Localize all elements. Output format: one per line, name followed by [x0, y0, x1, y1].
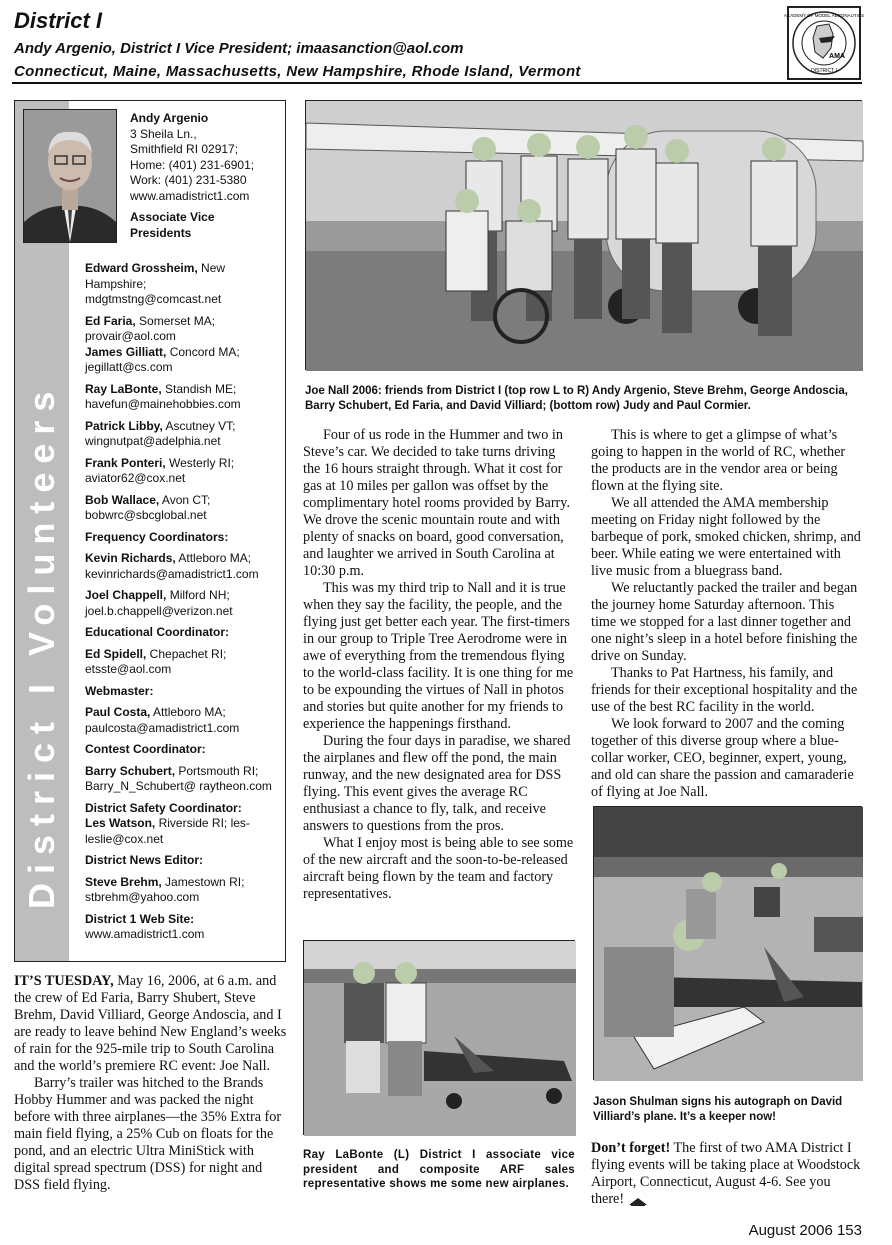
- contest-heading: Contest Coordinator:: [85, 742, 206, 756]
- top-photo-caption: Joe Nall 2006: friends from District I (top row L to R) Andy Argenio, Steve Brehm, George Andoscia, Barry Schubert, Ed Faria, and David Villiard; (bottom row) Judy and Paul Cormier.: [305, 385, 848, 412]
- volunteer-entry: Ed Faria, Somerset MA; provair@aol.com: [85, 313, 216, 343]
- sidebar-vertical-label: District I Volunteers: [21, 382, 62, 909]
- webmaster-heading: Webmaster:: [85, 683, 154, 698]
- vp-address: 3 Sheila Ln.,: [130, 126, 197, 141]
- volunteer-entry: Les Watson, Riverside RI; les-leslie@cox.net: [85, 816, 250, 846]
- email-link[interactable]: wingnutpat@adelphia.net: [85, 434, 221, 448]
- volunteer-entry: James Gilliatt, Concord MA; jegillatt@cs.com: [85, 344, 240, 374]
- volunteer-entry: Paul Costa, Attleboro MA; paulcosta@amadistrict1.com: [85, 705, 240, 735]
- volunteer-entry: Ray LaBonte, Standish ME; havefun@mainehobbies.com: [85, 381, 241, 411]
- website-heading: District 1 Web Site:: [85, 911, 195, 926]
- ama-mini-logo: [628, 1195, 648, 1205]
- vp-name: Andy Argenio: [130, 111, 209, 125]
- article-paragraph: We all attended the AMA membership meeting on Friday night followed by the barbeque of pork, smoked chicken, shrimp, and beer. While eating we were entertained with live music from a bluegrass band.: [591, 495, 861, 579]
- volunteer-entry: Frank Ponteri, Westerly RI; aviator62@cox.net: [85, 455, 235, 485]
- logo-district: DISTRICT I: [811, 68, 837, 74]
- volunteer-entry: Bob Wallace, Avon CT; bobwrc@sbcglobal.net: [85, 492, 211, 522]
- article-paragraph: During the four days in paradise, we shared the airplanes and flew off the pond, the main runway, and the new designated area for DSS flying. This event gives the average RC enthusiast a chance to fly, talk, and receive answers to questions from the pros.: [303, 733, 571, 834]
- email-link[interactable]: Barry_N_Schubert@ raytheon.com: [85, 779, 272, 793]
- header-rule: [12, 82, 862, 84]
- website-link[interactable]: www.amadistrict1.com: [85, 927, 205, 941]
- logo-abbr: AMA: [829, 53, 845, 60]
- email-link[interactable]: paulcosta@amadistrict1.com: [85, 720, 240, 735]
- article-paragraph: Barry’s trailer was hitched to the Brands Hobby Hummer and was packed the night before with three airplanes—the 35% Extra for main field flying, a 25% Cub on floats for the pond, and an electric Ultra MiniStick with digital spread spectrum (DSS) for night and DSS field flying.: [14, 1075, 282, 1193]
- vp-portrait: [23, 109, 117, 243]
- article-paragraph: This is where to get a glimpse of what’s going to happen in the world of RC, whether the products are in the vendor area or being flown at the flying site.: [591, 427, 846, 494]
- right-photo-caption: Jason Shulman signs his autograph on David Villiard’s plane. It’s a keeper now!: [593, 1096, 843, 1123]
- vp-city: Smithfield RI 02917;: [130, 142, 239, 156]
- frequency-heading: Frequency Coordinators:: [85, 529, 229, 544]
- volunteer-entry: Edward Grossheim, New Hampshire; mdgtmstng@comcast.net: [85, 261, 226, 306]
- email-link[interactable]: aviator62@cox.net: [85, 471, 186, 485]
- email-link[interactable]: bobwrc@sbcglobal.net: [85, 508, 207, 522]
- vp-line: Andy Argenio, District I Vice President; imaasanction@aol.com: [14, 40, 464, 57]
- volunteer-entry: Joel Chappell, Milford NH; joel.b.chappell@verizon.net: [85, 588, 233, 618]
- volunteer-entry: Kevin Richards, Attleboro MA; kevinrichards@amadistrict1.com: [85, 551, 259, 581]
- education-heading: Educational Coordinator:: [85, 625, 229, 639]
- group-photo: [305, 100, 862, 370]
- labonte-photo: [303, 940, 575, 1135]
- volunteer-entry: Steve Brehm, Jamestown RI; stbrehm@yahoo.com: [85, 874, 245, 904]
- page-footer: August 2006 153: [748, 1222, 862, 1239]
- vp-contact: [130, 111, 282, 241]
- article-paragraph: Thanks to Pat Hartness, his family, and friends for their exceptional hospitality and the use of the best RC facility in the world.: [591, 665, 858, 715]
- article-paragraph: This was my third trip to Nall and it is true when they say the facility, the people, and the flying just get better each year. The first-timers in our group to Triple Tree Aerodrome were in awe of everything from the tremendous flying to the world-class facility. It is one thing for me to be expounding the virtues of Nall in photos and stories but quite another for my friends to experience the happenings firsthand.: [303, 580, 574, 732]
- article-paragraph: Four of us rode in the Hummer and two in Steve’s car. We decided to take turns driving the 16 hours straight through. What it cost for gas at 10 miles per gallon was offset by the complimentary hotel rooms provided by Barry. We drove the scenic mountain route and with plenty of snacks on board, good conversation, and laughter we arrived in South Carolina at 10:30 p.m.: [303, 427, 571, 579]
- email-link[interactable]: kevinrichards@amadistrict1.com: [85, 566, 259, 581]
- mid-photo-caption: Ray LaBonte (L) District I associate vice president and composite ARF sales representative shows me some new airplanes.: [303, 1149, 575, 1190]
- volunteer-list: [85, 261, 281, 943]
- news-heading: District News Editor:: [85, 853, 204, 867]
- email-link[interactable]: etsste@aol.com: [85, 662, 172, 676]
- logo-ring-text: ACADEMY OF MODEL AERONAUTICS: [783, 13, 865, 18]
- volunteer-entry: Ed Spidell, Chepachet RI; etsste@aol.com: [85, 646, 227, 676]
- volunteer-entry: Patrick Libby, Ascutney VT; wingnutpat@adelphia.net: [85, 418, 236, 448]
- email-link[interactable]: mdgtmstng@comcast.net: [85, 292, 222, 306]
- assoc-heading: Associate Vice Presidents: [130, 210, 215, 240]
- email-link[interactable]: havefun@mainehobbies.com: [85, 397, 241, 411]
- ama-district-logo: [783, 6, 865, 80]
- email-link[interactable]: stbrehm@yahoo.com: [85, 890, 200, 904]
- vp-home-phone: Home: (401) 231-6901;: [130, 157, 255, 172]
- article-paragraph: We reluctantly packed the trailer and began the journey home Saturday afternoon. This time we stopped for a last dinner together and one night’s sleep in a hotel before finishing the drive on Sunday.: [591, 580, 858, 664]
- volunteer-entry: Barry Schubert, Portsmouth RI; Barry_N_Schubert@ raytheon.com: [85, 763, 272, 793]
- article-column-2: [303, 427, 575, 903]
- article-column-3: [591, 427, 862, 801]
- safety-heading: District Safety Coordinator:: [85, 800, 242, 815]
- article-column-1: [14, 973, 290, 1194]
- autograph-photo: [593, 806, 862, 1080]
- volunteers-sidebar: [14, 100, 286, 962]
- lead-paragraph: IT’S TUESDAY, May 16, 2006, at 6 a.m. and the crew of Ed Faria, Barry Shubert, Steve Brehm, David Villiard, George Andoscia, and I are ready to leave behind New England’s weeks of rain for the 925-mile trip to South Carolina and the world’s premiere RC event: Joe Nall.: [14, 973, 287, 1074]
- vp-website[interactable]: www.amadistrict1.com: [130, 188, 250, 203]
- email-link[interactable]: provair@aol.com: [85, 329, 176, 343]
- reminder-paragraph: Don’t forget! The first of two AMA District I flying events will be taking place at Woodstock Airport, Connecticut, August 4-6. See you there!: [591, 1140, 861, 1207]
- vp-work-phone: Work: (401) 231-5380: [130, 173, 247, 187]
- page-title: District I: [14, 8, 103, 33]
- email-link[interactable]: joel.b.chappell@verizon.net: [85, 603, 233, 618]
- states-line: Connecticut, Maine, Massachusetts, New Hampshire, Rhode Island, Vermont: [14, 63, 581, 80]
- article-paragraph: What I enjoy most is being able to see some of the new aircraft and the soon-to-be-released aircraft being flown by the team and factory representatives.: [303, 835, 574, 902]
- article-paragraph: We look forward to 2007 and the coming together of this diverse group where a blue-collar worker, CEO, beginner, expert, young, and old can share the passion and camaraderie of flying at Joe Nall.: [591, 716, 854, 800]
- email-link[interactable]: jegillatt@cs.com: [85, 360, 173, 374]
